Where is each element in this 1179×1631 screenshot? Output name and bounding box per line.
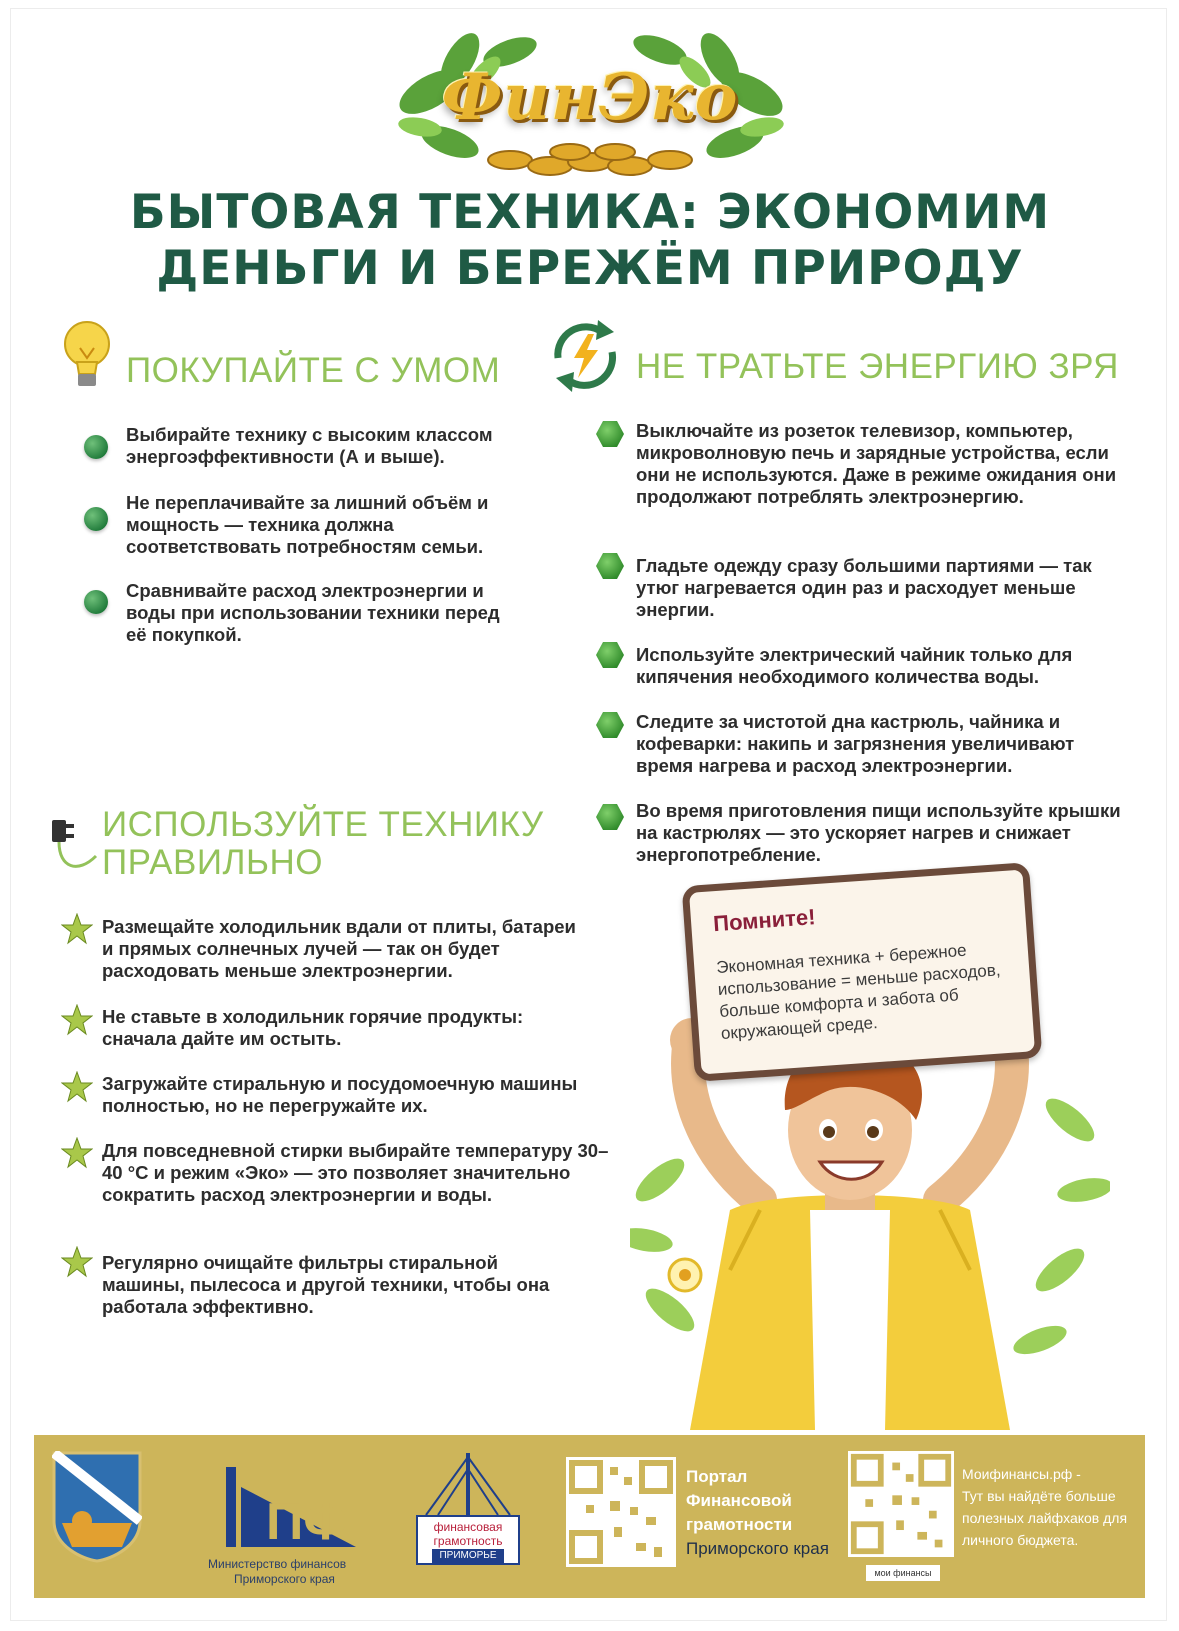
ministry-logo-icon xyxy=(206,1447,366,1557)
list-item: Загружайте стиральную и посудомоечную машины полностью, но не перегружайте их. xyxy=(102,1073,578,1116)
fingram-line-2: грамотность xyxy=(433,1534,503,1548)
moifin-line-2: Тут вы найдёте больше xyxy=(962,1488,1116,1504)
coat-of-arms-icon xyxy=(52,1451,142,1563)
moifinansy-text xyxy=(962,1463,1127,1551)
moifin-line-4: личного бюджета. xyxy=(962,1532,1079,1548)
portal-line-3: грамотности xyxy=(686,1515,793,1534)
portal-line-4: Приморского края xyxy=(686,1539,829,1558)
fingram-logo xyxy=(416,1449,520,1587)
bridge-icon xyxy=(416,1449,520,1519)
list-item: Размещайте холодильник вдали от плиты, батареи и прямых солнечных лучей — так он будет расходовать меньше электроэнергии. xyxy=(102,916,576,981)
list-item: Для повседневной стирки выбирайте температуру 30–40 °С и режим «Эко» — это позволяет значительно сократить расход электроэнергии и воды. xyxy=(102,1140,609,1205)
list-item: Следите за чистотой дна кастрюль, чайника и кофеварки: накипь и загрязнения увеличивают время нагрева и расход электроэнергии. xyxy=(636,711,1075,776)
bullet-dot xyxy=(84,435,108,459)
list-item: Не переплачивайте за лишний объём и мощность — техника должна соответствовать потребностям семьи. xyxy=(126,492,489,557)
footer-banner xyxy=(34,1435,1145,1598)
portal-line-1: Портал xyxy=(686,1467,748,1486)
bullet-star-icon xyxy=(61,1071,93,1103)
plug-icon xyxy=(48,808,102,880)
section-energy-heading: НЕ ТРАТЬТЕ ЭНЕРГИЮ ЗРЯ xyxy=(636,347,1119,386)
fingram-label xyxy=(416,1515,520,1565)
lightbulb-icon xyxy=(60,318,114,392)
portal-text xyxy=(686,1465,829,1561)
energy-cycle-icon xyxy=(544,312,626,398)
section-buy-heading: ПОКУПАЙТЕ С УМОМ xyxy=(126,351,501,390)
list-item: Не ставьте в холодильник горячие продукты: сначала дайте им остыть. xyxy=(102,1006,524,1049)
list-item: Используйте электрический чайник только для кипячения необходимого количества воды. xyxy=(636,644,1073,687)
ministry-line-2: Приморского края xyxy=(234,1572,335,1586)
moifin-line-3: полезных лайфхаков для xyxy=(962,1510,1128,1526)
sign-title: Помните! xyxy=(712,904,817,937)
svg-text:ПФ: ПФ xyxy=(266,1493,348,1551)
bullet-dot xyxy=(84,590,108,614)
portal-line-2: Финансовой xyxy=(686,1491,792,1510)
bullet-star-icon xyxy=(61,1137,93,1169)
fingram-line-1: финансовая xyxy=(433,1520,503,1534)
title-line-2: ДЕНЬГИ И БЕРЕЖЁМ ПРИРОДУ xyxy=(156,241,1024,296)
fingram-line-3: ПРИМОРЬЕ xyxy=(432,1549,504,1563)
section-use-heading xyxy=(102,806,544,882)
page-title xyxy=(60,185,1120,297)
remember-sign xyxy=(682,862,1043,1082)
finEko-logo xyxy=(390,32,790,182)
bullet-star-icon xyxy=(61,913,93,945)
ministry-line-1: Министерство финансов xyxy=(208,1557,347,1571)
list-item: Во время приготовления пищи используйте крышки на кастрюлях — это ускоряет нагрев и снижает энергопотребление. xyxy=(636,800,1121,865)
bullet-star-icon xyxy=(61,1004,93,1036)
logo-text: ФинЭко xyxy=(441,60,739,135)
list-item: Регулярно очищайте фильтры стиральной машины, пылесоса и другой техники, чтобы она работала эффективно. xyxy=(102,1252,550,1317)
qr-code-portal[interactable] xyxy=(566,1457,676,1567)
moifinansy-badge: мои финансы xyxy=(866,1565,940,1581)
section-use-heading-line-1: ИСПОЛЬЗУЙТЕ ТЕХНИКУ xyxy=(102,805,544,844)
list-item: Сравнивайте расход электроэнергии и воды при использовании техники перед её покупкой. xyxy=(126,580,500,645)
qr-code-moifinansy[interactable] xyxy=(848,1451,954,1557)
section-use-heading-line-2: ПРАВИЛЬНО xyxy=(102,843,323,882)
title-line-1: БЫТОВАЯ ТЕХНИКА: ЭКОНОМИМ xyxy=(129,185,1051,240)
bullet-dot xyxy=(84,507,108,531)
bullet-star-icon xyxy=(61,1246,93,1278)
list-item: Выбирайте технику с высоким классом энергоэффективности (А и выше). xyxy=(126,424,493,467)
list-item: Гладьте одежду сразу большими партиями — так утюг нагревается один раз и расходует меньше энергии. xyxy=(636,555,1092,620)
sign-text: Экономная техника + бережное использование = меньше расходов, больше комфорта и забота об окружающей среде. xyxy=(715,940,1002,1043)
list-item: Выключайте из розеток телевизор, компьютер, микроволновую печь и зарядные устройства, если они не используются. Даже в режиме ожидания они продолжают потреблять электроэнергию. xyxy=(636,420,1117,507)
moifin-line-1: Моифинансы.рф - xyxy=(962,1466,1081,1482)
